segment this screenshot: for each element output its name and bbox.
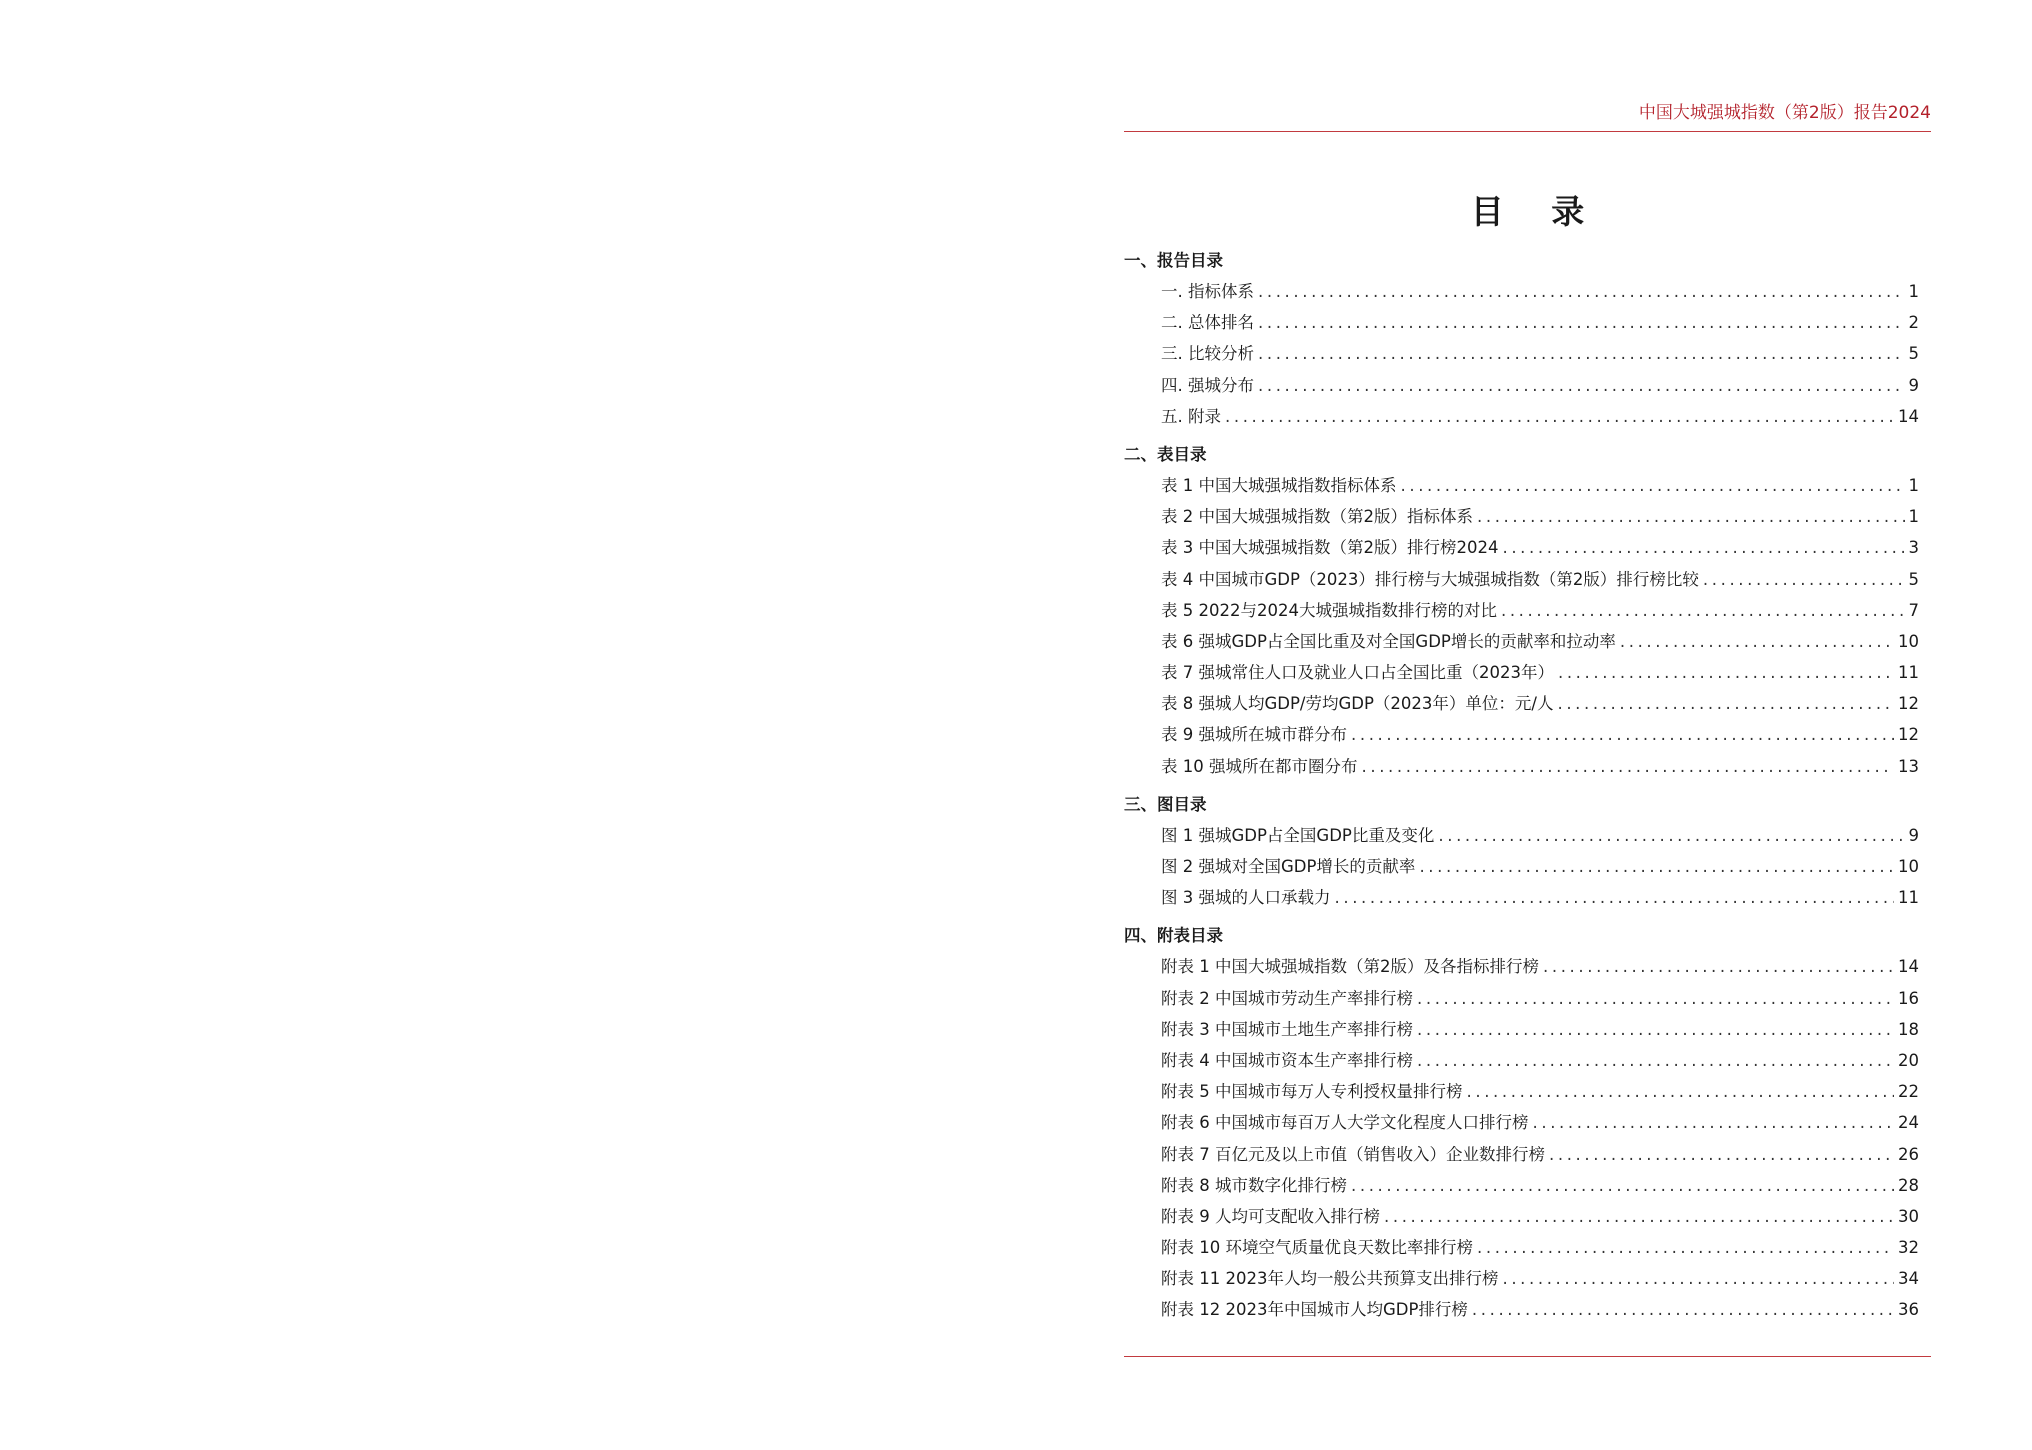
toc-entry[interactable] [1161,501,1919,532]
toc-entry-label: 附表 4 中国城市资本生产率排行榜 [1161,1050,1413,1070]
toc-entry-label: 附表 6 中国城市每百万人大学文化程度人口排行榜 [1161,1113,1529,1133]
dot-leader [1417,983,1894,1014]
toc-section-report [1124,245,1931,432]
running-header-title: 中国大城强城指数（第2版）报告2024 [1638,103,1931,123]
toc-entry-label: 附表 2 中国城市劳动生产率排行榜 [1161,988,1413,1008]
toc-entry[interactable] [1161,532,1919,563]
dot-leader [1477,501,1905,532]
toc-entry-page: 5 [1908,344,1919,364]
dot-leader [1417,1045,1894,1076]
header-rule [1124,131,1931,132]
dot-leader [1558,657,1894,688]
dot-leader [1401,470,1905,501]
toc-entry[interactable] [1161,820,1919,851]
toc-entry-page: 22 [1898,1082,1919,1102]
dot-leader [1472,1294,1894,1325]
dot-leader [1258,307,1905,338]
toc-entry-label: 表 8 强城人均GDP/劳均GDP（2023年）单位：元/人 [1161,694,1554,714]
toc-entry-page: 12 [1898,694,1919,714]
toc-entry-label: 四. 强城分布 [1161,375,1254,395]
toc-entry-label: 图 3 强城的人口承载力 [1161,888,1331,908]
toc-entry-page: 10 [1898,857,1919,876]
toc-entry-page: 1 [1908,475,1919,495]
toc-entry-label: 表 4 中国城市GDP（2023）排行榜与大城强城指数（第2版）排行榜比较 [1161,569,1699,589]
toc-entry-page: 5 [1908,569,1919,589]
toc-entry[interactable] [1161,338,1919,369]
toc-entry-page: 13 [1898,756,1919,776]
toc-entry-page: 20 [1898,1050,1919,1070]
toc-entry-label: 表 10 强城所在都市圈分布 [1161,756,1358,776]
toc-entry-label: 一. 指标体系 [1161,282,1254,301]
toc-entry-page: 9 [1908,825,1919,845]
toc-entry-page: 24 [1898,1113,1919,1133]
toc-entry-label: 表 5 2022与2024大城强城指数排行榜的对比 [1161,600,1497,620]
toc-entry-label: 三. 比较分析 [1161,344,1254,364]
toc-section-figures [1124,789,1931,914]
toc-entry-page: 26 [1898,1144,1919,1164]
toc-entry[interactable] [1161,626,1919,657]
dot-leader [1417,1014,1894,1045]
toc-entry-page: 30 [1898,1206,1919,1226]
toc-entry-page: 34 [1898,1269,1919,1289]
dot-leader [1502,1263,1894,1294]
dot-leader [1477,1232,1894,1263]
toc-section-heading: 二、表目录 [1124,444,1207,464]
toc-entry[interactable] [1161,1263,1919,1294]
toc-entry-page: 11 [1898,663,1919,683]
toc-section-heading: 一、报告目录 [1124,251,1223,270]
toc-entry-label: 表 1 中国大城强城指数指标体系 [1161,475,1397,495]
toc-entry[interactable] [1161,595,1919,626]
toc-entry[interactable] [1161,1045,1919,1076]
footer-rule [1124,1356,1931,1357]
toc-section-heading: 四、附表目录 [1124,926,1223,946]
toc-entry-label: 附表 3 中国城市土地生产率排行榜 [1161,1019,1413,1039]
toc-entry-page: 9 [1908,375,1919,395]
toc-entry[interactable] [1161,276,1919,307]
toc-entry[interactable] [1161,370,1919,401]
document-page [1124,0,1931,1450]
toc-entry-page: 10 [1898,631,1919,651]
toc-entry[interactable] [1161,1014,1919,1045]
toc-entry[interactable] [1161,564,1919,595]
dot-leader [1549,1139,1894,1170]
dot-leader [1419,851,1894,882]
toc-entry-page: 32 [1898,1238,1919,1258]
dot-leader [1225,401,1894,432]
dot-leader [1258,276,1905,307]
toc-entry-page: 16 [1898,988,1919,1008]
toc-entry-label: 附表 11 2023年人均一般公共预算支出排行榜 [1161,1269,1499,1289]
dot-leader [1502,532,1904,563]
dot-leader [1533,1107,1895,1138]
toc-entry-page: 2 [1908,313,1919,333]
dot-leader [1351,719,1894,750]
toc-entry[interactable] [1161,688,1919,719]
dot-leader [1384,1201,1894,1232]
toc-entry-label: 附表 1 中国大城强城指数（第2版）及各指标排行榜 [1161,957,1539,977]
toc-entry-label: 图 2 强城对全国GDP增长的贡献率 [1161,857,1416,876]
dot-leader [1703,564,1905,595]
toc-entry[interactable] [1161,1201,1919,1232]
toc-entry-label: 附表 9 人均可支配收入排行榜 [1161,1206,1380,1226]
dot-leader [1557,688,1894,719]
toc-entry-page: 14 [1898,406,1919,426]
toc-entry-label: 表 2 中国大城强城指数（第2版）指标体系 [1161,507,1473,527]
toc-entry[interactable] [1161,1232,1919,1263]
toc-entry[interactable] [1161,657,1919,688]
dot-leader [1467,1076,1895,1107]
dot-leader [1501,595,1905,626]
toc-entry-page: 3 [1908,538,1919,558]
toc-entry-page: 28 [1898,1175,1919,1195]
toc-title: 目 录 [1470,192,1603,231]
table-of-contents [1124,245,1931,1326]
dot-leader [1362,751,1895,782]
toc-entry-page: 7 [1908,600,1919,620]
dot-leader [1543,951,1894,982]
toc-entry-page: 18 [1898,1019,1919,1039]
toc-entry[interactable] [1161,751,1919,782]
toc-section-appendix-tables [1124,920,1931,1325]
toc-entry-label: 附表 10 环境空气质量优良天数比率排行榜 [1161,1238,1473,1258]
toc-entry-label: 表 3 中国大城强城指数（第2版）排行榜2024 [1161,538,1499,558]
dot-leader [1258,338,1905,369]
toc-entry-page: 36 [1898,1300,1919,1320]
toc-entry-label: 附表 7 百亿元及以上市值（销售收入）企业数排行榜 [1161,1144,1545,1164]
toc-entry-label: 附表 5 中国城市每万人专利授权量排行榜 [1161,1082,1463,1102]
toc-entry[interactable] [1161,470,1919,501]
toc-entry-page: 1 [1908,507,1919,527]
dot-leader [1335,882,1895,913]
toc-entry[interactable] [1161,307,1919,338]
toc-entry-label: 附表 12 2023年中国城市人均GDP排行榜 [1161,1300,1468,1320]
toc-entry[interactable] [1161,1076,1919,1107]
toc-entry[interactable] [1161,1294,1919,1325]
toc-entry-page: 14 [1898,957,1919,977]
dot-leader [1438,820,1904,851]
toc-entry[interactable] [1161,1139,1919,1170]
toc-entry-label: 表 9 强城所在城市群分布 [1161,725,1347,745]
toc-entry[interactable] [1161,851,1919,882]
toc-entry-label: 二. 总体排名 [1161,313,1254,333]
toc-entry-page: 11 [1898,888,1919,908]
toc-entry[interactable] [1161,719,1919,750]
toc-entry-page: 1 [1908,282,1919,301]
toc-entry-label: 表 7 强城常住人口及就业人口占全国比重（2023年） [1161,663,1554,683]
dot-leader [1258,370,1905,401]
toc-entry[interactable] [1161,401,1919,432]
toc-entry-label: 五. 附录 [1161,406,1221,426]
dot-leader [1620,626,1894,657]
toc-entry-label: 表 6 强城GDP占全国比重及对全国GDP增长的贡献率和拉动率 [1161,631,1616,651]
toc-entry-label: 图 1 强城GDP占全国GDP比重及变化 [1161,825,1435,845]
toc-entry[interactable] [1161,882,1919,913]
toc-section-tables [1124,439,1931,782]
toc-section-heading: 三、图目录 [1124,794,1207,814]
toc-entry[interactable] [1161,1107,1919,1138]
toc-entry[interactable] [1161,1170,1919,1201]
toc-entry[interactable] [1161,951,1919,982]
toc-entry-page: 12 [1898,725,1919,745]
dot-leader [1351,1170,1894,1201]
toc-entry[interactable] [1161,983,1919,1014]
toc-entry-label: 附表 8 城市数字化排行榜 [1161,1175,1347,1195]
